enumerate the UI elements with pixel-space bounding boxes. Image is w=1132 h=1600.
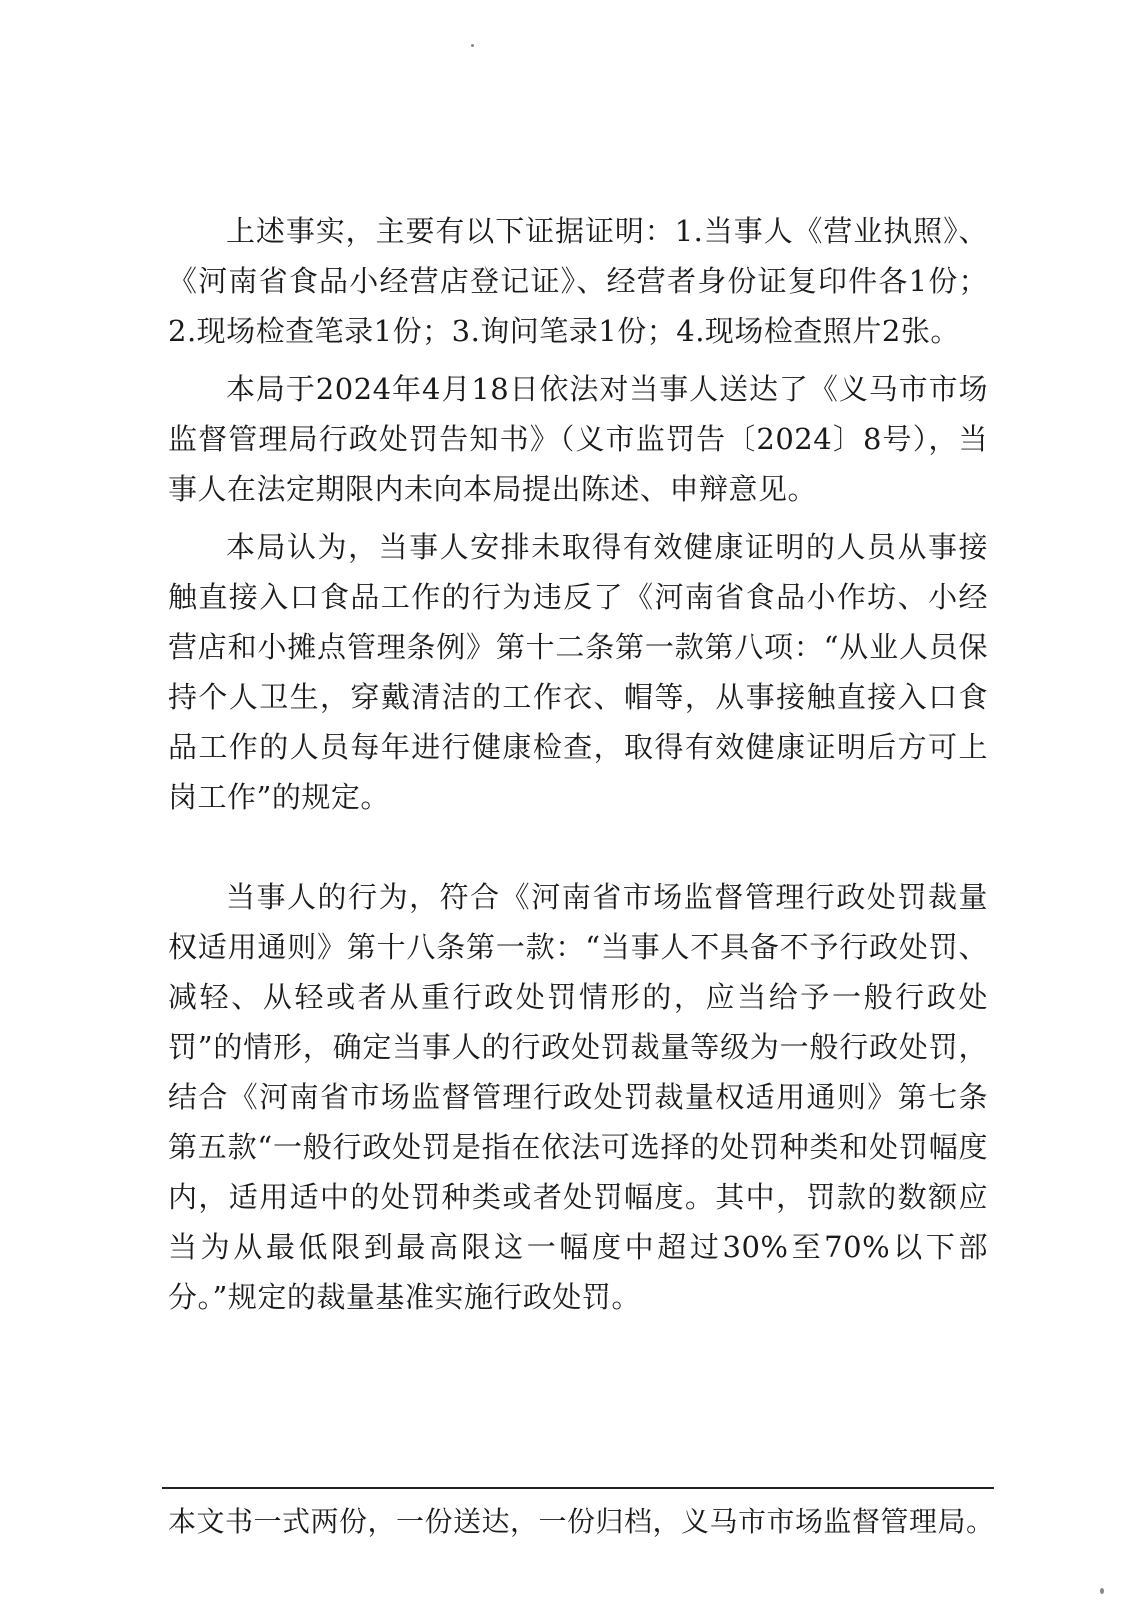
discretion-paragraph: 当事人的行为，符合《河南省市场监督管理行政处罚裁量权适用通则》第十八条第一款：“当事人不具备不予行政处罚、减轻、从轻或者从重行政处罚情形的，应当给予一般行政处罚”的情形，确定当事人的行政处罚裁量等级为一般行政处罚，结合《河南省市场监督管理行政处罚裁量权适用通则》第七条第五款“一般行政处罚是指在依法可选择的处罚种类和处罚幅度内，适用适中的处罚种类或者处罚幅度。其中，罚款的数额应当为从最低限到最高限这一幅度中超过30%至70%以下部分。”规定的裁量基准实施行政处罚。 bbox=[168, 880, 988, 1314]
footer-divider bbox=[162, 1487, 994, 1489]
violation-finding-paragraph: 本局认为，当事人安排未取得有效健康证明的人员从事接触直接入口食品工作的行为违反了《河南省食品小作坊、小经营店和小摊点管理条例》第十二条第一款第八项：“从业人员保持个人卫生，穿戴清洁的工作衣、帽等，从事接触直接入口食品工作的人员每年进行健康检查，取得有效健康证明后方可上岗工作”的规定。 bbox=[168, 530, 988, 814]
notice-delivery-paragraph: 本局于2024年4月18日依法对当事人送达了《义马市市场监督管理局行政处罚告知书》（义市监罚告〔2024〕8号），当事人在法定期限内未向本局提出陈述、申辩意见。 bbox=[168, 372, 988, 506]
footer-note: 本文书一式两份，一份送达，一份归档，义马市市场监督管理局。 bbox=[168, 1505, 995, 1538]
scan-speck bbox=[1100, 1588, 1104, 1594]
scan-speck bbox=[471, 44, 474, 47]
document-body bbox=[168, 206, 988, 1322]
evidence-paragraph: 上述事实，主要有以下证据证明：1.当事人《营业执照》、《河南省食品小经营店登记证》、经营者身份证复印件各1份；2.现场检查笔录1份；3.询问笔录1份；4.现场检查照片2张。 bbox=[168, 214, 988, 348]
